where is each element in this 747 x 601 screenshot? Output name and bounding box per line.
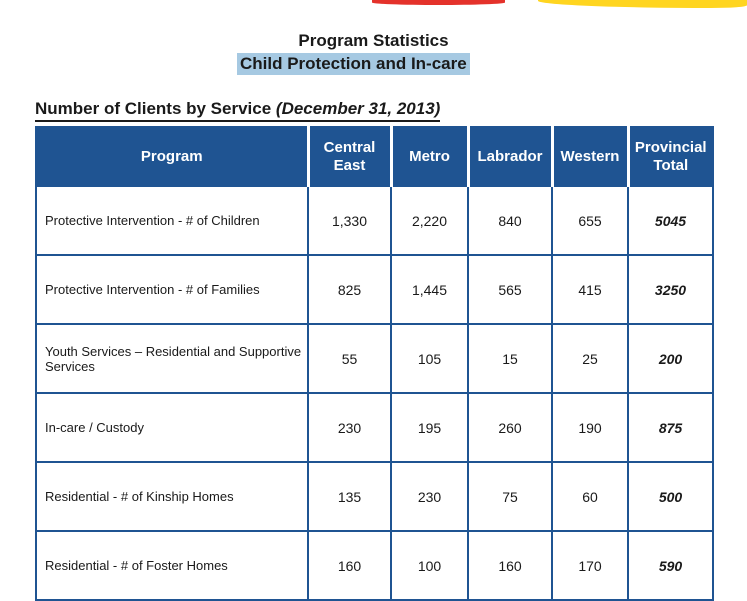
- total-cell: 500: [628, 462, 713, 531]
- value-cell: 230: [308, 393, 391, 462]
- value-cell: 190: [552, 393, 628, 462]
- value-cell: 565: [468, 255, 552, 324]
- total-cell: 3250: [628, 255, 713, 324]
- value-cell: 1,330: [308, 186, 391, 255]
- value-cell: 160: [468, 531, 552, 600]
- program-cell: Residential - # of Kinship Homes: [36, 462, 308, 531]
- yellow-swoosh-graphic: [538, 0, 747, 8]
- value-cell: 1,445: [391, 255, 468, 324]
- table-row: [36, 531, 713, 600]
- column-header-provincial-total: Provincial Total: [628, 127, 713, 186]
- value-cell: 840: [468, 186, 552, 255]
- column-header-program: Program: [36, 127, 308, 186]
- value-cell: 195: [391, 393, 468, 462]
- column-header-labrador: Labrador: [468, 127, 552, 186]
- page-title: Program Statistics: [298, 31, 449, 50]
- program-cell: Residential - # of Foster Homes: [36, 531, 308, 600]
- value-cell: 825: [308, 255, 391, 324]
- total-cell: 5045: [628, 186, 713, 255]
- value-cell: 415: [552, 255, 628, 324]
- value-cell: 260: [468, 393, 552, 462]
- program-cell: Protective Intervention - # of Children: [36, 186, 308, 255]
- section-heading: [35, 99, 440, 122]
- program-cell: In-care / Custody: [36, 393, 308, 462]
- value-cell: 75: [468, 462, 552, 531]
- table-header-row: [36, 127, 713, 186]
- value-cell: 230: [391, 462, 468, 531]
- column-header-central-east: Central East: [308, 127, 391, 186]
- value-cell: 60: [552, 462, 628, 531]
- red-swoosh-graphic: [372, 0, 505, 5]
- value-cell: 55: [308, 324, 391, 393]
- section-heading-date: (December 31, 2013): [275, 99, 441, 118]
- program-cell: Youth Services – Residential and Supportive Services: [36, 324, 308, 393]
- table-row: [36, 393, 713, 462]
- value-cell: 655: [552, 186, 628, 255]
- value-cell: 160: [308, 531, 391, 600]
- value-cell: 2,220: [391, 186, 468, 255]
- total-cell: 875: [628, 393, 713, 462]
- page-subtitle-highlighted: Child Protection and In-care: [237, 53, 470, 75]
- value-cell: 105: [391, 324, 468, 393]
- table-row: [36, 255, 713, 324]
- column-header-western: Western: [552, 127, 628, 186]
- clients-by-service-table: [35, 126, 714, 601]
- value-cell: 15: [468, 324, 552, 393]
- table-row: [36, 324, 713, 393]
- value-cell: 100: [391, 531, 468, 600]
- total-cell: 200: [628, 324, 713, 393]
- column-header-metro: Metro: [391, 127, 468, 186]
- section-heading-text: Number of Clients by Service: [35, 99, 276, 118]
- value-cell: 25: [552, 324, 628, 393]
- table-row: [36, 186, 713, 255]
- table-row: [36, 462, 713, 531]
- total-cell: 590: [628, 531, 713, 600]
- value-cell: 170: [552, 531, 628, 600]
- value-cell: 135: [308, 462, 391, 531]
- program-cell: Protective Intervention - # of Families: [36, 255, 308, 324]
